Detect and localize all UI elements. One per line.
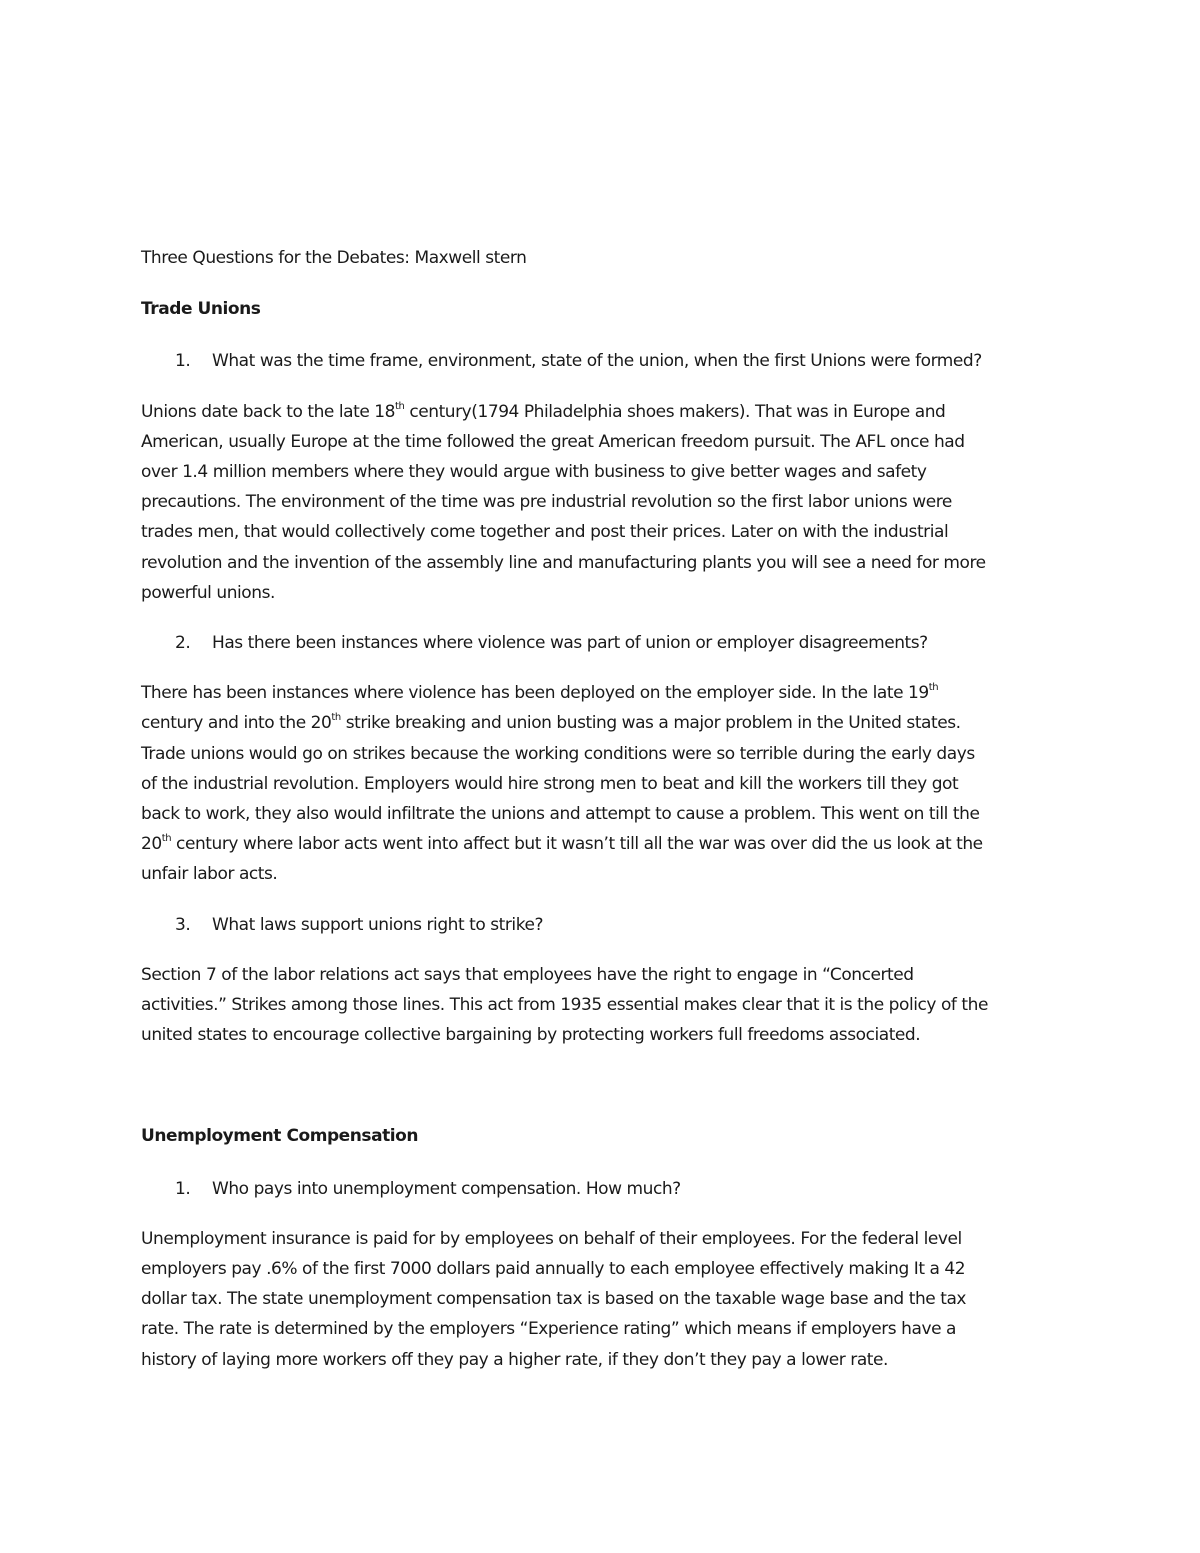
answer-line: activities.” Strikes among those lines. This act from 1935 essential makes clear that it is the policy of the <box>141 995 988 1016</box>
ordinal-suffix: th <box>331 712 341 724</box>
answer-unemployment-1 <box>141 1224 1066 1375</box>
question-trade-unions-3 <box>141 910 1066 940</box>
question-number: 1. <box>175 1178 191 1199</box>
answer-line: trades men, that would collectively come together and post their prices. Later on with the industrial <box>141 522 949 543</box>
answer-line: American, usually Europe at the time followed the great American freedom pursuit. The AFL once had <box>141 431 965 452</box>
answer-line: century and into the 20th strike breaking and union busting was a major problem in the United states. <box>141 712 961 734</box>
answer-line: Unemployment insurance is paid for by employees on behalf of their employees. For the federal level <box>141 1228 962 1249</box>
answer-line: united states to encourage collective bargaining by protecting workers full freedoms associated. <box>141 1025 921 1046</box>
answer-line: precautions. The environment of the time was pre industrial revolution so the first labor unions were <box>141 492 952 513</box>
section-spacer <box>141 1070 1066 1121</box>
question-number: 2. <box>175 633 191 654</box>
answer-trade-unions-1 <box>141 397 1066 608</box>
question-number: 3. <box>175 914 191 935</box>
question-text: What laws support unions right to strike? <box>212 914 544 935</box>
document-body <box>141 243 1066 1395</box>
answer-line: employers pay .6% of the first 7000 dollars paid annually to each employee effectively making It a 42 <box>141 1259 966 1280</box>
answer-line: back to work, they also would infiltrate the unions and attempt to cause a problem. This went on till the <box>141 804 980 825</box>
answer-line: over 1.4 million members where they would argue with business to give better wages and safety <box>141 462 927 483</box>
document-title-line: Three Questions for the Debates: Maxwell stern <box>141 248 527 268</box>
answer-line: of the industrial revolution. Employers would hire strong men to beat and kill the workers till they got <box>141 773 959 794</box>
ordinal-suffix: th <box>161 833 172 845</box>
question-unemployment-1 <box>141 1174 1066 1204</box>
answer-line: dollar tax. The state unemployment compensation tax is based on the taxable wage base and the tax <box>141 1289 967 1310</box>
ordinal-suffix: th <box>395 400 405 412</box>
question-trade-unions-1 <box>141 346 1066 376</box>
answer-trade-unions-3 <box>141 960 1066 1051</box>
section-heading-trade-unions: Trade Unions <box>141 299 261 320</box>
answer-line: revolution and the invention of the assembly line and manufacturing plants you will see a need for more <box>141 552 986 573</box>
question-trade-unions-2 <box>141 628 1066 658</box>
question-text: What was the time frame, environment, state of the union, when the first Unions were formed? <box>212 351 982 372</box>
section-heading-unemployment-compensation: Unemployment Compensation <box>141 1126 419 1147</box>
answer-line: history of laying more workers off they pay a higher rate, if they don’t they pay a lower rate. <box>141 1349 888 1370</box>
answer-line: Section 7 of the labor relations act says that employees have the right to engage in “Concerted <box>141 964 914 985</box>
answer-line: 20th century where labor acts went into affect but it wasn’t till all the war was over did the us look at the <box>141 833 983 855</box>
question-number: 1. <box>175 351 191 372</box>
answer-trade-unions-2 <box>141 678 1066 889</box>
answer-line: Unions date back to the late 18th century(1794 Philadelphia shoes makers). That was in Europe and <box>141 400 946 422</box>
ordinal-suffix: th <box>928 682 939 694</box>
answer-line: Trade unions would go on strikes because the working conditions were so terrible during the early days <box>141 743 975 764</box>
answer-line: powerful unions. <box>141 582 275 603</box>
answer-line: There has been instances where violence has been deployed on the employer side. In the late 19th <box>141 682 939 704</box>
answer-line: unfair labor acts. <box>141 864 278 885</box>
question-text: Who pays into unemployment compensation. How much? <box>212 1178 681 1199</box>
question-text: Has there been instances where violence was part of union or employer disagreements? <box>212 633 928 654</box>
answer-line: rate. The rate is determined by the employers “Experience rating” which means if employers have a <box>141 1319 956 1340</box>
